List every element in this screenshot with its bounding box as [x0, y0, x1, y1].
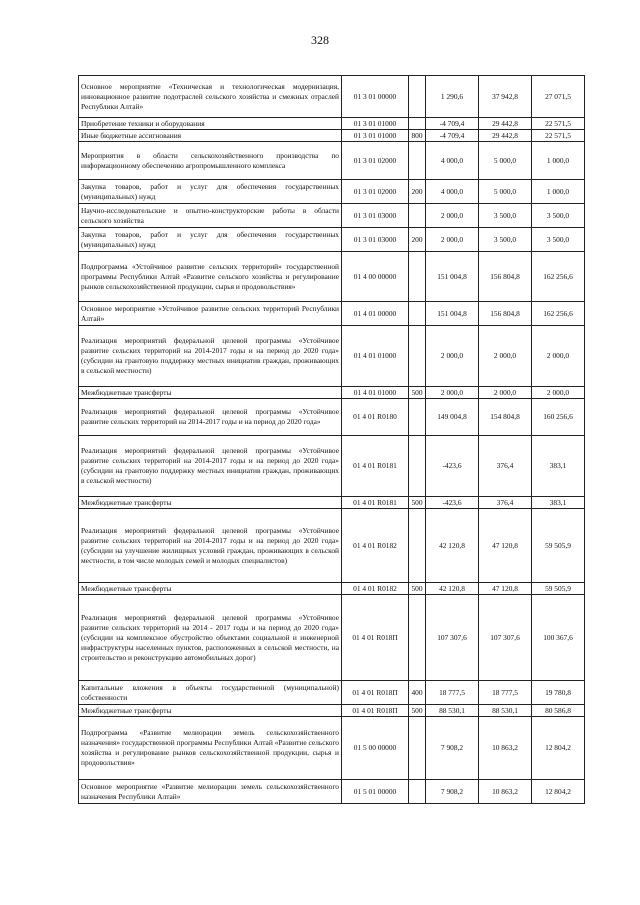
row-value-3: 12 804,2	[532, 780, 585, 804]
row-value-3: 3 500,0	[532, 228, 585, 252]
table-row	[79, 228, 585, 252]
row-code: 01 4 01 R018П	[342, 705, 409, 717]
row-name: Основное мероприятие «Техническая и технологическая модернизация, инновационное развитие подотраслей сельского хозяйства и смежных отраслей Республики Алтай»	[79, 76, 342, 118]
row-kind	[409, 76, 426, 118]
row-value-2: 47 120,8	[479, 583, 532, 595]
row-name: Подпрограмма «Устойчивое развитие сельских территорий» государственной программы Республики Алтай «Развитие сельского хозяйства и регулирование рынков сельскохозяйственной продукции, сырья и продовольствия»	[79, 252, 342, 302]
row-value-2: 3 500,0	[479, 204, 532, 228]
table-row	[79, 142, 585, 180]
row-value-1: 151 004,8	[426, 252, 479, 302]
row-code: 01 3 01 01000	[342, 130, 409, 142]
row-name: Межбюджетные трансферты	[79, 705, 342, 717]
row-value-1: 1 290,6	[426, 76, 479, 118]
row-value-2: 154 804,8	[479, 399, 532, 436]
row-value-2: 29 442,8	[479, 130, 532, 142]
table-row	[79, 497, 585, 509]
table-row	[79, 387, 585, 399]
row-value-3: 1 000,0	[532, 180, 585, 204]
row-value-2: 5 000,0	[479, 180, 532, 204]
row-name: Капитальные вложения в объекты государственной (муниципальной) собственности	[79, 681, 342, 705]
row-code: 01 3 01 02000	[342, 180, 409, 204]
row-code: 01 4 01 R0181	[342, 436, 409, 497]
table-row	[79, 681, 585, 705]
row-value-1: 107 307,6	[426, 595, 479, 681]
row-value-1: -423,6	[426, 497, 479, 509]
row-code: 01 4 01 01000	[342, 387, 409, 399]
row-value-1: -423,6	[426, 436, 479, 497]
row-code: 01 3 01 00000	[342, 76, 409, 118]
row-name: Подпрограмма «Развитие мелиорации земель сельскохозяйственного назначения» государственной программы Республики Алтай «Развитие сельского хозяйства и регулирование рынков сельскохозяйственной продукции, сырья и продовольствия»	[79, 717, 342, 780]
row-name: Реализация мероприятий федеральной целевой программы «Устойчивое развитие сельских территорий на 2014-2017 годы и на период до 2020 года» (субсидии на грантовую поддержку местных инициатив граждан, проживающих в сельской местности)	[79, 436, 342, 497]
row-value-2: 29 442,8	[479, 118, 532, 130]
table-row	[79, 326, 585, 387]
row-kind	[409, 326, 426, 387]
row-kind	[409, 118, 426, 130]
row-name: Реализация мероприятий федеральной целевой программы «Устойчивое развитие сельских территорий на 2014-2017 годы и на период до 2020 года» (субсидии на улучшение жилищных условий граждан, проживающих в сельской местности, в том числе молодых семей и молодых специалистов)	[79, 509, 342, 583]
row-value-2: 3 500,0	[479, 228, 532, 252]
table-row	[79, 595, 585, 681]
row-value-1: 4 000,0	[426, 180, 479, 204]
row-kind	[409, 595, 426, 681]
row-value-2: 376,4	[479, 497, 532, 509]
row-value-1: -4 709,4	[426, 130, 479, 142]
table-row	[79, 717, 585, 780]
table-row	[79, 118, 585, 130]
row-value-3: 12 804,2	[532, 717, 585, 780]
row-code: 01 3 01 02000	[342, 142, 409, 180]
table-row	[79, 583, 585, 595]
row-name: Межбюджетные трансферты	[79, 583, 342, 595]
row-code: 01 4 01 01000	[342, 326, 409, 387]
row-kind	[409, 436, 426, 497]
budget-table	[78, 75, 585, 804]
row-value-3: 2 000,0	[532, 326, 585, 387]
table-row	[79, 76, 585, 118]
row-value-1: 4 000,0	[426, 142, 479, 180]
row-value-3: 100 367,6	[532, 595, 585, 681]
row-name: Иные бюджетные ассигнования	[79, 130, 342, 142]
row-value-1: 7 908,2	[426, 780, 479, 804]
row-name: Мероприятия в области сельскохозяйственного производства по информационному обеспечению агропромышленного комплекса	[79, 142, 342, 180]
row-kind	[409, 780, 426, 804]
row-kind: 500	[409, 387, 426, 399]
row-value-2: 156 804,8	[479, 252, 532, 302]
row-value-3: 160 256,6	[532, 399, 585, 436]
row-value-3: 383,1	[532, 497, 585, 509]
row-value-1: 149 004,8	[426, 399, 479, 436]
row-value-3: 59 505,9	[532, 583, 585, 595]
row-value-3: 162 256,6	[532, 302, 585, 326]
row-name: Реализация мероприятий федеральной целевой программы «Устойчивое развитие сельских территорий на 2014-2017 годы и на период до 2020 года» (субсидии на грантовую поддержку местных инициатив граждан, проживающих в сельской местности)	[79, 326, 342, 387]
row-code: 01 5 01 00000	[342, 780, 409, 804]
row-value-3: 3 500,0	[532, 204, 585, 228]
row-name: Приобретение техники и оборудования	[79, 118, 342, 130]
row-code: 01 4 01 R018П	[342, 595, 409, 681]
row-value-3: 59 505,9	[532, 509, 585, 583]
row-code: 01 3 01 03000	[342, 204, 409, 228]
row-kind	[409, 717, 426, 780]
row-name: Реализация мероприятий федеральной целевой программы «Устойчивое развитие сельских территорий на 2014 - 2017 годы и на период до 2020 года» (субсидии на комплексное обустройство объектами социальной и инженерной инфраструктуры населенных пунктов, расположенных в сельской местности, на строительство и реконструкцию автомобильных дорог)	[79, 595, 342, 681]
table-row	[79, 509, 585, 583]
row-kind: 800	[409, 130, 426, 142]
row-value-3: 162 256,6	[532, 252, 585, 302]
row-value-3: 22 571,5	[532, 118, 585, 130]
row-value-3: 2 000,0	[532, 387, 585, 399]
row-code: 01 4 01 R0181	[342, 497, 409, 509]
row-value-2: 376,4	[479, 436, 532, 497]
row-code: 01 3 01 01000	[342, 118, 409, 130]
row-code: 01 4 01 R0180	[342, 399, 409, 436]
row-kind: 400	[409, 681, 426, 705]
row-value-1: 2 000,0	[426, 326, 479, 387]
row-code: 01 4 01 R018П	[342, 681, 409, 705]
row-value-3: 22 571,5	[532, 130, 585, 142]
row-name: Межбюджетные трансферты	[79, 497, 342, 509]
row-value-1: 2 000,0	[426, 228, 479, 252]
row-name: Закупка товаров, работ и услуг для обеспечения государственных (муниципальных) нужд	[79, 228, 342, 252]
row-name: Реализация мероприятий федеральной целевой программы «Устойчивое развитие сельских территорий на 2014-2017 годы и на период до 2020 года»	[79, 399, 342, 436]
row-code: 01 4 01 R0182	[342, 509, 409, 583]
table-row	[79, 204, 585, 228]
row-value-2: 47 120,8	[479, 509, 532, 583]
row-kind	[409, 204, 426, 228]
row-code: 01 4 01 R0182	[342, 583, 409, 595]
table-row	[79, 180, 585, 204]
row-value-2: 18 777,5	[479, 681, 532, 705]
row-value-2: 156 804,8	[479, 302, 532, 326]
row-name: Закупка товаров, работ и услуг для обеспечения государственных (муниципальных) нужд	[79, 180, 342, 204]
table-row	[79, 780, 585, 804]
row-value-3: 1 000,0	[532, 142, 585, 180]
row-value-2: 2 000,0	[479, 387, 532, 399]
row-value-3: 383,1	[532, 436, 585, 497]
row-value-2: 5 000,0	[479, 142, 532, 180]
row-kind	[409, 302, 426, 326]
row-kind: 200	[409, 228, 426, 252]
row-name: Основное мероприятие «Развитие мелиорации земель сельскохозяйственного назначения Республики Алтай»	[79, 780, 342, 804]
row-kind: 500	[409, 497, 426, 509]
table-row	[79, 436, 585, 497]
row-kind	[409, 509, 426, 583]
row-value-1: 2 000,0	[426, 204, 479, 228]
row-value-2: 2 000,0	[479, 326, 532, 387]
table-row	[79, 302, 585, 326]
row-code: 01 4 00 00000	[342, 252, 409, 302]
table-row	[79, 399, 585, 436]
row-value-1: 151 004,8	[426, 302, 479, 326]
row-kind: 500	[409, 705, 426, 717]
row-kind	[409, 399, 426, 436]
row-code: 01 4 01 00000	[342, 302, 409, 326]
row-kind	[409, 252, 426, 302]
row-value-3: 27 071,5	[532, 76, 585, 118]
row-value-1: 18 777,5	[426, 681, 479, 705]
row-kind	[409, 142, 426, 180]
row-value-2: 10 863,2	[479, 780, 532, 804]
row-name: Межбюджетные трансферты	[79, 387, 342, 399]
row-kind: 500	[409, 583, 426, 595]
row-kind: 200	[409, 180, 426, 204]
row-value-2: 107 307,6	[479, 595, 532, 681]
table-row	[79, 130, 585, 142]
row-value-2: 10 863,2	[479, 717, 532, 780]
row-value-1: -4 709,4	[426, 118, 479, 130]
row-value-2: 37 942,8	[479, 76, 532, 118]
row-name: Основное мероприятие «Устойчивое развитие сельских территорий Республики Алтай»	[79, 302, 342, 326]
table-row	[79, 705, 585, 717]
table-row	[79, 252, 585, 302]
row-code: 01 5 00 00000	[342, 717, 409, 780]
row-value-1: 88 530,1	[426, 705, 479, 717]
row-code: 01 3 01 03000	[342, 228, 409, 252]
row-value-1: 42 120,8	[426, 509, 479, 583]
row-value-1: 7 908,2	[426, 717, 479, 780]
row-value-3: 80 586,8	[532, 705, 585, 717]
row-value-3: 19 780,8	[532, 681, 585, 705]
row-value-2: 88 530,1	[479, 705, 532, 717]
row-name: Научно-исследовательские и опытно-конструкторские работы в области сельского хозяйства	[79, 204, 342, 228]
row-value-1: 42 120,8	[426, 583, 479, 595]
page-number: 328	[311, 33, 329, 47]
row-value-1: 2 000,0	[426, 387, 479, 399]
